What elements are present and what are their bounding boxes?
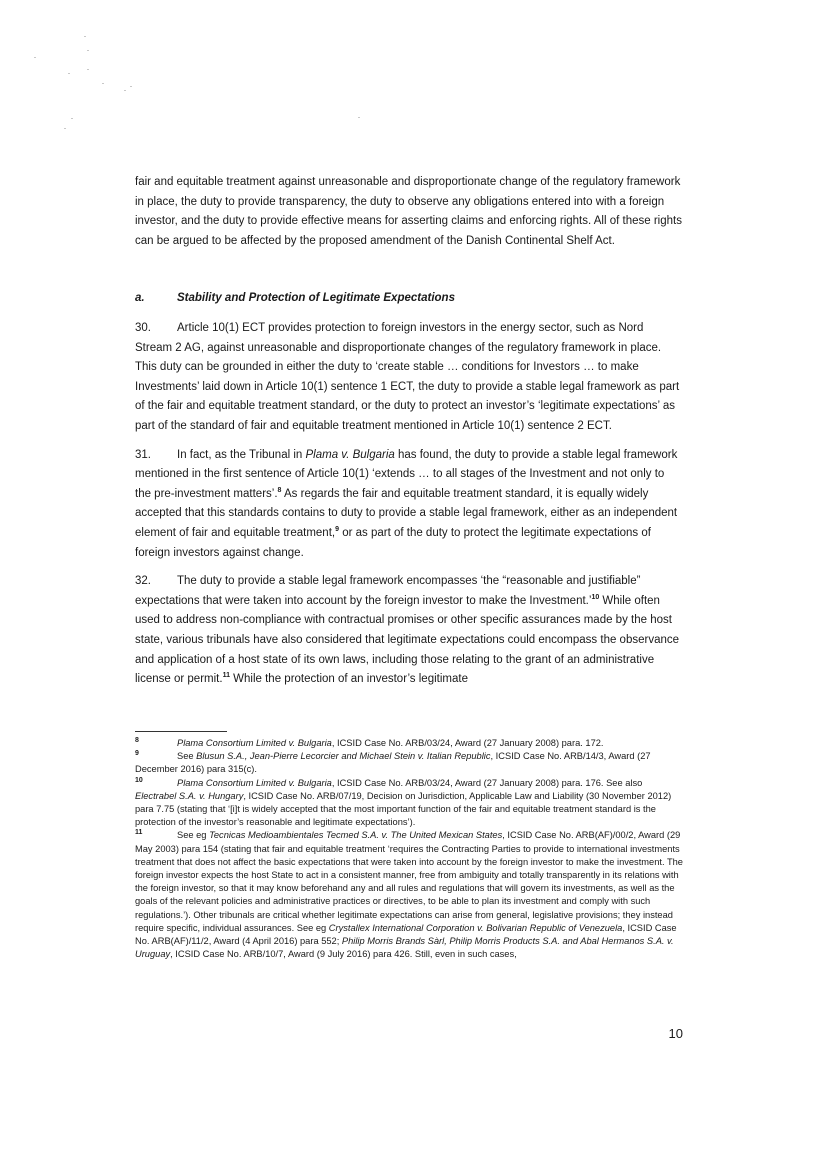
footnote-text: See eg bbox=[177, 830, 210, 841]
paragraph-text: While often used to address non-compliance with contractual promises or other specific assurances made by the host state, various tribunals have also considered that legitimate expectations could encompass the observance and application of a host state of its own laws, including those relating to the grant of an administrative license or permit. bbox=[135, 594, 680, 686]
case-name: Plama Consortium Limited v. Bulgaria bbox=[177, 738, 332, 748]
numbered-paragraphs bbox=[135, 319, 683, 699]
paragraph-number: 30. bbox=[135, 322, 151, 334]
paragraph-text: Article 10(1) ECT provides protection to foreign investors in the energy sector, such as Nord Stream 2 AG, against unreasonable and disproportionate changes of the regulatory framework in place. This duty can be grounded in either the duty to ‘create stable … conditions for Investors … to make Investments’ laid down in Article 10(1) sentence 1 ECT, the duty to provide a stable legal framework as part of the fair and equitable treatment standard, or the duty to protect an investor’s ‘legitimate expectations’ as part of the standard of fair and equitable treatment mentioned in Article 10(1) sentence 2 ECT. bbox=[135, 322, 680, 432]
paragraph-text: While the protection of an investor’s legitimate bbox=[229, 673, 468, 686]
case-name: Tecnicas Medioambientales Tecmed S.A. v. The United Mexican States bbox=[209, 830, 503, 841]
section-heading bbox=[135, 292, 683, 304]
paragraph-text: The duty to provide a stable legal framework encompasses ‘the “reasonable and justifiable” expectations that were taken into account by the foreign investor to make the Investment.’ bbox=[135, 575, 641, 607]
footnote-ref-9[interactable]: 9 bbox=[335, 526, 339, 534]
paragraph-number: 32. bbox=[135, 575, 151, 588]
case-name: Blusun S.A., Jean-Pierre Lecorcier and Michael Stein v. Italian Republic bbox=[196, 751, 491, 762]
footnote-ref-10[interactable]: 10 bbox=[591, 593, 600, 601]
paragraph-text: has found, the duty to provide a stable legal framework mentioned in the first sentence of Article 10(1) ‘extends … to all stages of the Investment and not only to the pre-investment matters’. bbox=[135, 448, 678, 500]
footnote-text: , ICSID Case No. ARB/10/7, Award (9 July 2016) para 426. Still, even in such cases, bbox=[170, 949, 517, 960]
footnotes bbox=[135, 737, 683, 961]
footnote-ref-11[interactable]: 11 bbox=[222, 672, 230, 680]
paragraph-31 bbox=[135, 446, 683, 564]
case-name: Electrabel S.A. v. Hungary bbox=[135, 790, 244, 801]
intro-paragraph: fair and equitable treatment against unreasonable and disproportionate change of the regulatory framework in place, the duty to provide transparency, the duty to observe any obligations entered into with a foreign investor, and the duty to provide effective means for asserting claims and enforcing rights. All of these rights can be argued to be affected by the proposed amendment of the Danish Continental Shelf Act. bbox=[135, 176, 682, 247]
footnote-separator bbox=[135, 731, 227, 732]
footnote-text: , ICSID Case No. ARB(AF)/00/2, Award (29 May 2003) para 154 (stating that fair and equitable treatment ‘requires the Contracting Parties to provide to international investments treatment that does not affect the basic expectations that were taken into account by the foreign investor to make the investment. The foreign investor expects the host State to act in a consistent manner, free from ambiguity and totally transparently in its relations with the foreign investor, so that it may know beforehand any and all rules and regulations that will govern its investments, as well as the goals of the relevant policies and administrative practices or directives, to be able to plan its investment and comply with such regulations.’). Other tribunals are critical whether legitimate expectations can arise from general, legislative provisions; they instead require specific, individual assurances. See eg bbox=[135, 830, 683, 933]
paragraph-30 bbox=[135, 319, 683, 437]
footnote-text: , ICSID Case No. ARB/07/19, Decision on Jurisdiction, Applicable Law and Liability (30 November 2012) para 7.75 (stating that ‘[i]t is widely accepted that the most important function of the fair and equitable treatment standard is the protection of the investor’s reasonable and legitimate expectations’). bbox=[135, 790, 672, 828]
page-number: 10 bbox=[668, 1026, 683, 1041]
footnote-11: 11 See eg Tecnicas Medioambientales Tecmed S.A. v. The United Mexican States, ICSID Case No. ARB(AF)/00/2, Award (29 May 2003) para 154 (stating that fair and equitable treatment ‘requires the Contracting Parties to provide to international investments treatment that does not affect the basic expectations that were taken into account by the foreign investor to make the investment. The foreign investor expects the host State to act in a consistent manner, free from ambiguity and totally transparently in its relations with the foreign investor, so that it may know beforehand any and all rules and regulations that will govern its investments, as well as the goals of the relevant policies and administrative practices or directives, to be able to plan its investment and comply with such regulations.’). Other tribunals are critical whether legitimate expectations can arise from general, legislative provisions; they instead require specific, individual assurances. See eg Crystallex International Corporation v. Bolivarian Republic of Venezuela, ICSID Case No. ARB(AF)/11/2, Award (4 April 2016) para 552; Philip Morris Brands Sàrl, Philip Morris Products S.A. and Abal Hermanos S.A. v. Uruguay, ICSID Case No. ARB/10/7, Award (9 July 2016) para 426. Still, even in such cases, bbox=[135, 829, 683, 960]
case-name: Crystallex International Corporation v. Bolivarian Republic of Venezuela bbox=[328, 922, 623, 933]
case-name: Plama Consortium Limited v. Bulgaria bbox=[177, 777, 332, 788]
footnote-10: 10 Plama Consortium Limited v. Bulgaria, ICSID Case No. ARB/03/24, Award (27 January 2008) para. 176. See also Electrabel S.A. v. Hungary, ICSID Case No. ARB/07/19, Decision on Jurisdiction, Applicable Law and Liability (30 November 2012) para 7.75 (stating that ‘[i]t is widely accepted that the most important function of the fair and equitable treatment standard is the protection of the investor’s reasonable and legitimate expectations’). bbox=[135, 776, 672, 828]
footnote-9: 9 See Blusun S.A., Jean-Pierre Lecorcier and Michael Stein v. Italian Republic, ICSID Case No. ARB/14/3, Award (27 December 2016) para 315(c). bbox=[135, 750, 651, 775]
paragraph-number: 31. bbox=[135, 448, 151, 461]
case-name: Philip Morris Brands Sàrl, Philip Morris Products S.A. and Abal Hermanos S.A. v. Uruguay bbox=[135, 936, 674, 960]
footnote-text: See bbox=[177, 751, 197, 762]
section-heading-text: Stability and Protection of Legitimate Expectations bbox=[177, 292, 455, 304]
paragraph-text: or as part of the duty to protect the legitimate expectations of foreign investors against change. bbox=[135, 526, 651, 559]
case-name: Plama v. Bulgaria bbox=[305, 448, 395, 461]
section-heading-number: a. bbox=[135, 292, 145, 304]
footnote-text: , ICSID Case No. ARB/03/24, Award (27 January 2008) para. 176. See also bbox=[331, 777, 643, 788]
paragraph-text: In fact, as the Tribunal in bbox=[177, 448, 306, 461]
paragraph-text: As regards the fair and equitable treatment standard, it is equally widely accepted that this standards contains to duty to provide a stable legal framework, either as an independent element of fair and equitable treatment, bbox=[135, 487, 678, 539]
footnote-text: , ICSID Case No. ARB(AF)/11/2, Award (4 April 2016) para 552; bbox=[135, 922, 677, 947]
footnote-text: , ICSID Case No. ARB/14/3, Award (27 December 2016) para 315(c). bbox=[135, 751, 651, 775]
footnote-ref-8[interactable]: 8 bbox=[277, 486, 282, 494]
footnote-text: , ICSID Case No. ARB/03/24, Award (27 January 2008) para. 172. bbox=[331, 738, 604, 748]
footnote-8: 8 Plama Consortium Limited v. Bulgaria, ICSID Case No. ARB/03/24, Award (27 January 2008) para. 172. bbox=[135, 736, 604, 748]
paragraph-32 bbox=[135, 572, 683, 690]
